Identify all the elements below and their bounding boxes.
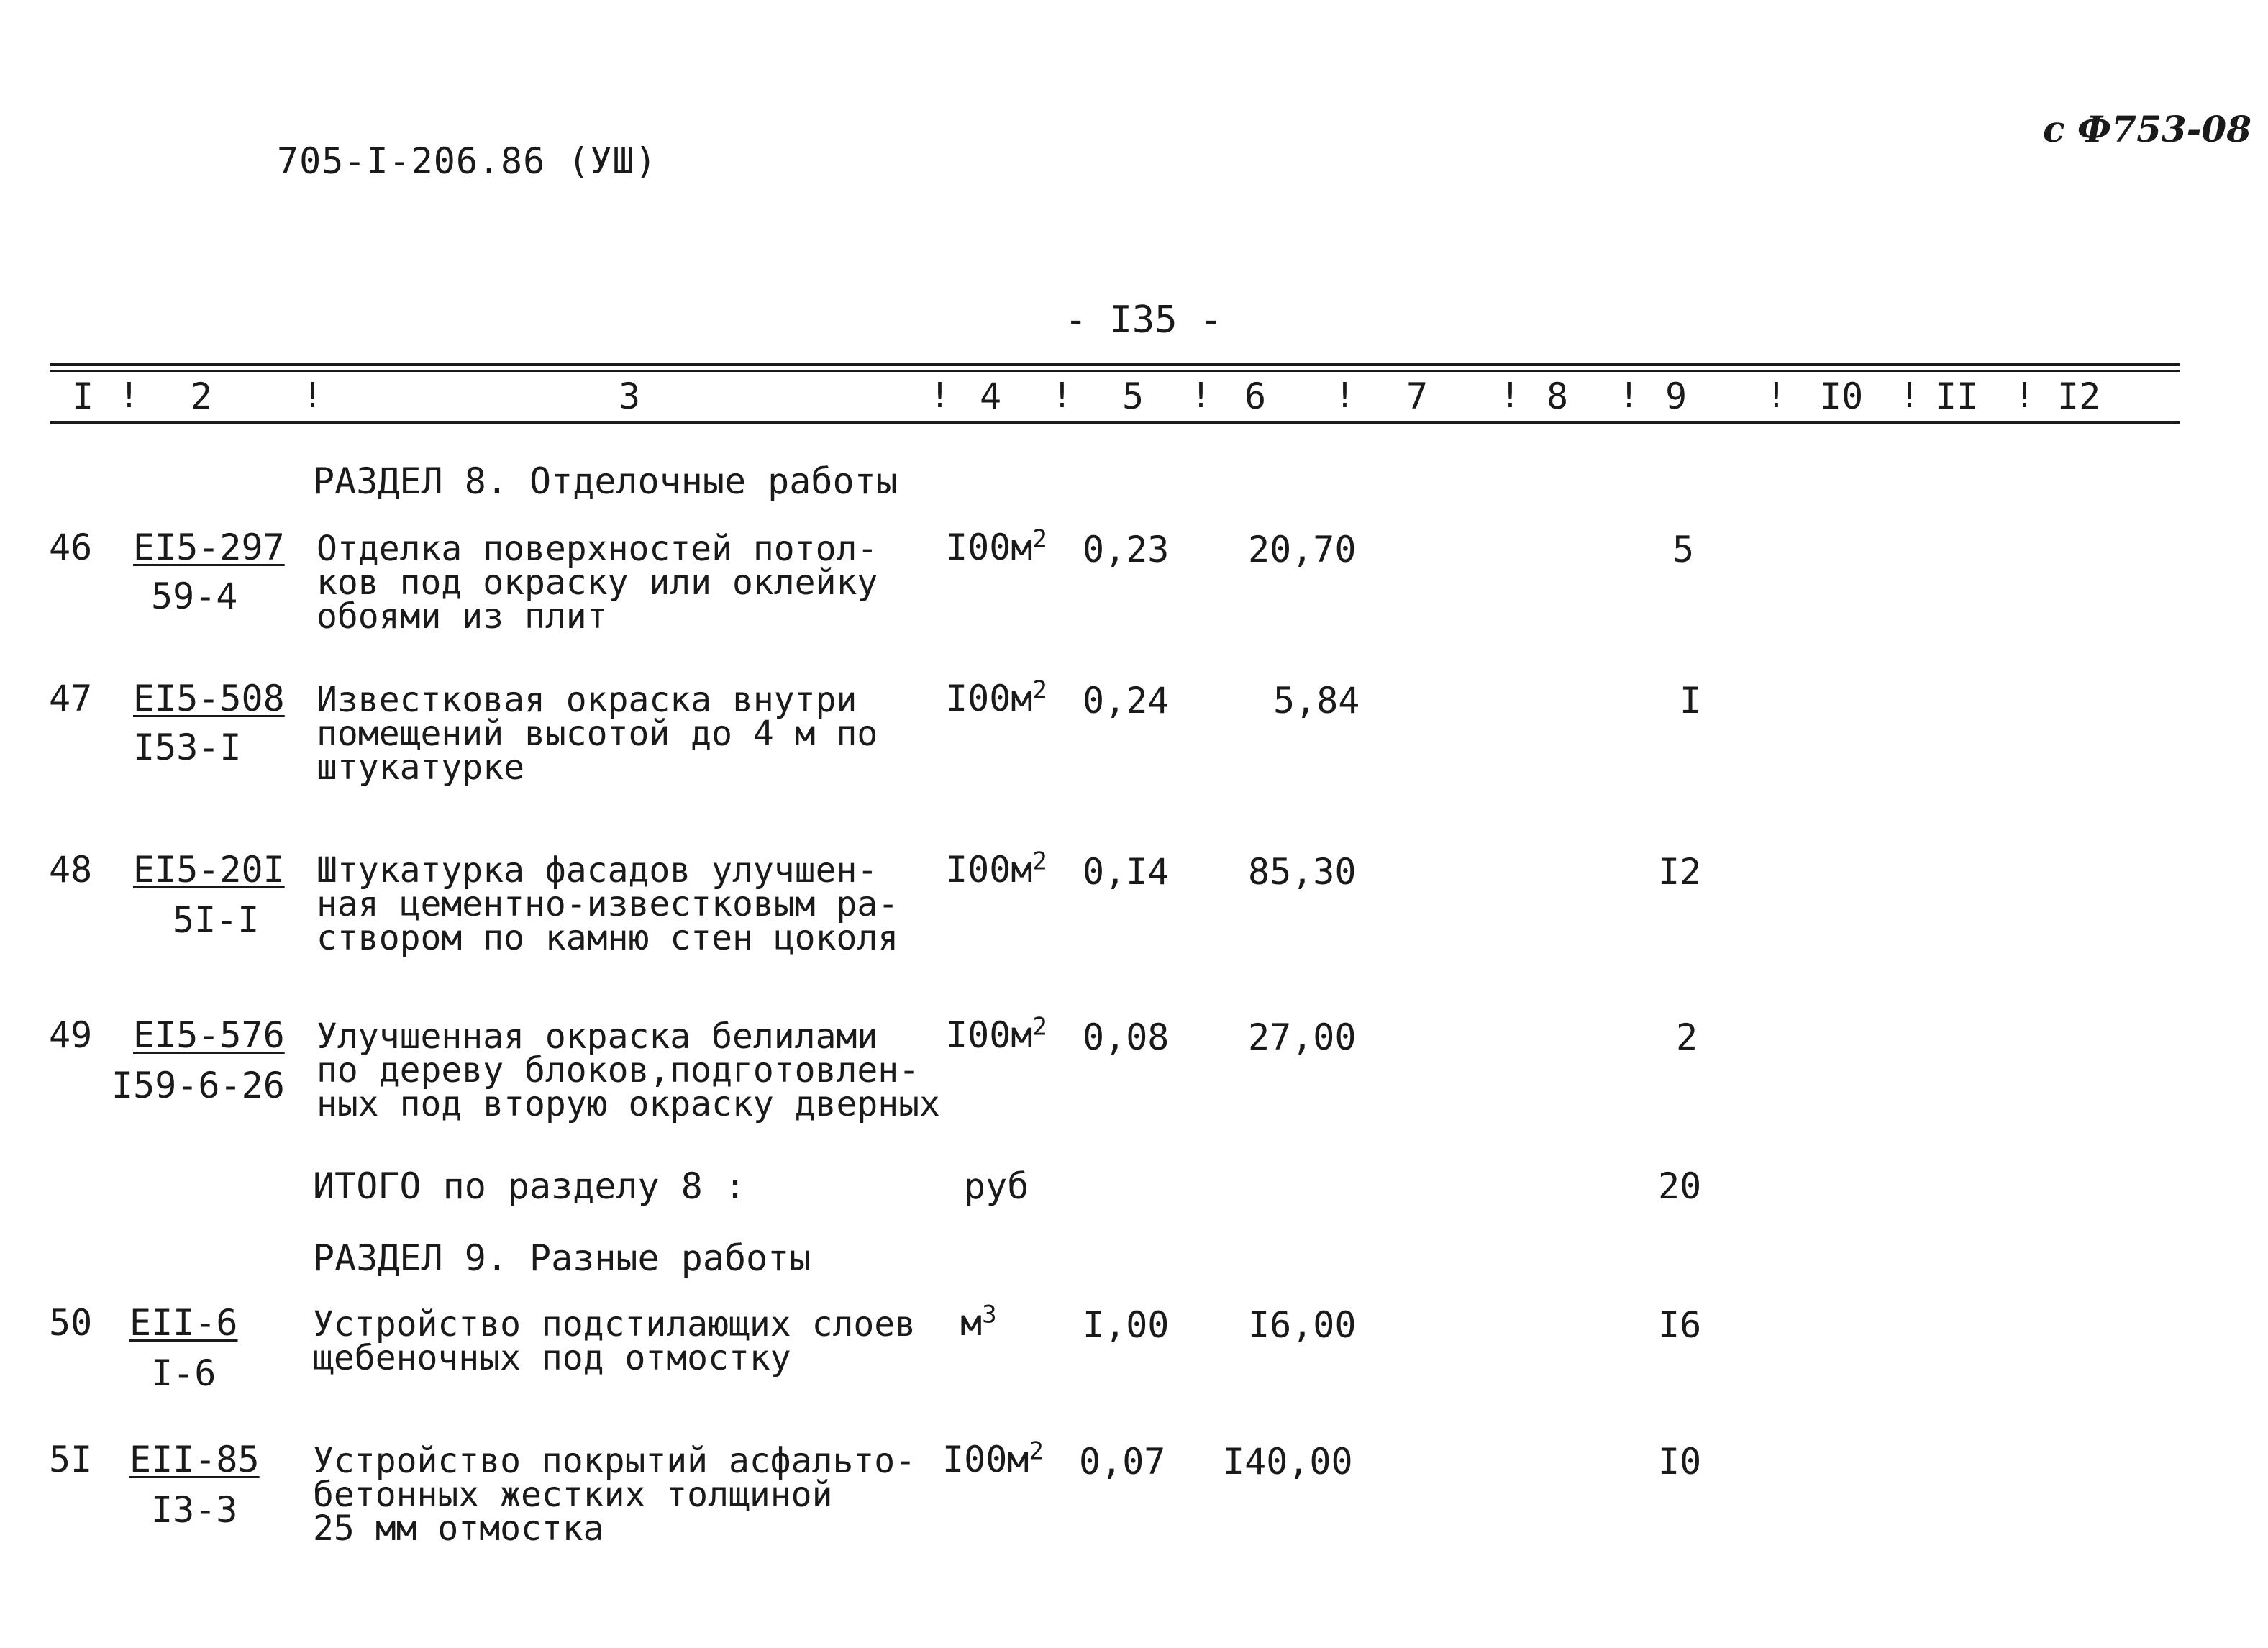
- unit-price: I40,00: [1223, 1441, 1353, 1483]
- row-number: 49: [49, 1014, 93, 1056]
- quantity: 0,08: [1083, 1016, 1170, 1058]
- unit-price: 20,70: [1248, 529, 1357, 570]
- unit: [960, 1302, 997, 1344]
- unit-exponent: 2: [1032, 1012, 1047, 1042]
- unit-price: 27,00: [1248, 1016, 1357, 1058]
- norm-subcode: I-6: [151, 1352, 217, 1394]
- col-separator: !: [2014, 375, 2035, 416]
- work-description: Известковая окраска внутри помещений высотой до 4 м по штукатурке: [316, 680, 878, 788]
- unit-text: I00м: [946, 678, 1033, 719]
- row-number: 47: [49, 678, 93, 719]
- col-separator: !: [1052, 375, 1072, 416]
- quantity: 0,I4: [1083, 851, 1170, 893]
- section-title: РАЗДЕЛ 8. Отделочные работы: [313, 460, 898, 502]
- table-top-rule-inner: [50, 370, 2180, 372]
- norm-subcode: I3-3: [151, 1489, 238, 1531]
- unit: [946, 524, 1047, 568]
- work-description: Устройство подстилающих слоев щебеночных под отмостку: [313, 1304, 916, 1378]
- unit: [942, 1439, 1044, 1480]
- col-separator: !: [119, 375, 140, 416]
- col-header-2: 2: [191, 375, 213, 417]
- unit-text: м: [960, 1302, 983, 1344]
- row-number: 5I: [49, 1439, 93, 1480]
- unit-text: I00м: [946, 527, 1033, 568]
- col-separator: !: [929, 375, 950, 416]
- col-separator: !: [1618, 375, 1639, 416]
- quantity: 0,07: [1079, 1441, 1166, 1483]
- col-header-9: 9: [1665, 375, 1688, 417]
- norm-code: EII-6: [129, 1302, 238, 1344]
- col-separator: !: [1500, 375, 1521, 416]
- row-number: 46: [49, 527, 93, 568]
- col-header-5: 5: [1122, 375, 1144, 417]
- norm-subcode: 5I-I: [173, 899, 260, 941]
- total-cost: 5: [1672, 529, 1695, 570]
- total-cost: I: [1680, 680, 1702, 721]
- norm-code: EII-85: [129, 1439, 260, 1480]
- col-header-3: 3: [619, 375, 641, 417]
- quantity: I,00: [1083, 1304, 1170, 1346]
- quantity: 0,23: [1083, 529, 1170, 570]
- subtotal-label: ИТОГО по разделу 8 :: [313, 1165, 747, 1207]
- col-separator: !: [1766, 375, 1787, 416]
- unit-price: I6,00: [1248, 1304, 1357, 1346]
- unit-exponent: 2: [1029, 1437, 1044, 1466]
- row-number: 48: [49, 849, 93, 891]
- norm-subcode: I53-I: [133, 727, 242, 768]
- col-separator: !: [1334, 375, 1355, 416]
- total-cost: I0: [1658, 1441, 1702, 1483]
- col-header-10: I0: [1820, 375, 1864, 417]
- col-header-4: 4: [980, 375, 1002, 417]
- unit-exponent: 2: [1032, 524, 1047, 554]
- norm-code: EI5-20I: [133, 849, 285, 891]
- unit-text: I00м: [942, 1439, 1029, 1480]
- unit-exponent: 2: [1032, 847, 1047, 876]
- document-code: 705-I-206.86 (УШ): [277, 140, 657, 182]
- col-separator: !: [1190, 375, 1211, 416]
- norm-code: EI5-508: [133, 678, 285, 719]
- unit-price: 5,84: [1273, 680, 1360, 721]
- norm-subcode: 59-4: [151, 575, 238, 617]
- col-separator: !: [1899, 375, 1920, 416]
- col-header-7: 7: [1406, 375, 1429, 417]
- col-header-8: 8: [1547, 375, 1569, 417]
- norm-code: EI5-576: [133, 1014, 285, 1056]
- unit-exponent: 2: [1032, 675, 1047, 705]
- section-title: РАЗДЕЛ 9. Разные работы: [313, 1237, 811, 1279]
- norm-code: EI5-297: [133, 527, 285, 568]
- unit: [946, 849, 1047, 891]
- work-description: Штукатурка фасадов улучшен- ная цементно-известковым ра- створом по камню стен цоколя: [316, 850, 899, 958]
- total-cost: I2: [1658, 851, 1702, 893]
- col-header-11: II: [1935, 375, 1979, 417]
- col-header-1: I: [72, 375, 94, 417]
- work-description: Устройство покрытий асфальто- бетонных жестких толщиной 25 мм отмостка: [313, 1441, 916, 1549]
- table-top-rule: [50, 363, 2180, 366]
- handwritten-stamp: с Ф753-08: [2043, 108, 2251, 150]
- total-cost: 2: [1676, 1016, 1698, 1058]
- unit-price: 85,30: [1248, 851, 1357, 893]
- col-header-6: 6: [1244, 375, 1267, 417]
- quantity: 0,24: [1083, 680, 1170, 721]
- work-description: Отделка поверхностей потол- ков под окраску или оклейку обоями из плит: [316, 529, 878, 637]
- col-separator: !: [302, 375, 323, 416]
- page-number: - I35 -: [1065, 299, 1223, 342]
- row-number: 50: [49, 1302, 93, 1344]
- table-header-bottom-rule: [50, 421, 2180, 424]
- total-cost: I6: [1658, 1304, 1702, 1346]
- subtotal-unit: руб: [964, 1165, 1029, 1207]
- norm-subcode: I59-6-26: [111, 1065, 285, 1106]
- subtotal-total: 20: [1658, 1165, 1702, 1207]
- unit-exponent: 3: [982, 1300, 997, 1329]
- unit: [946, 675, 1047, 719]
- unit-text: I00м: [946, 1014, 1033, 1056]
- col-header-12: I2: [2057, 375, 2101, 417]
- unit-text: I00м: [946, 849, 1033, 891]
- work-description: Улучшенная окраска белилами по дереву блоков,подготовлен- ных под вторую окраску дверных: [316, 1016, 940, 1124]
- unit: [946, 1014, 1047, 1056]
